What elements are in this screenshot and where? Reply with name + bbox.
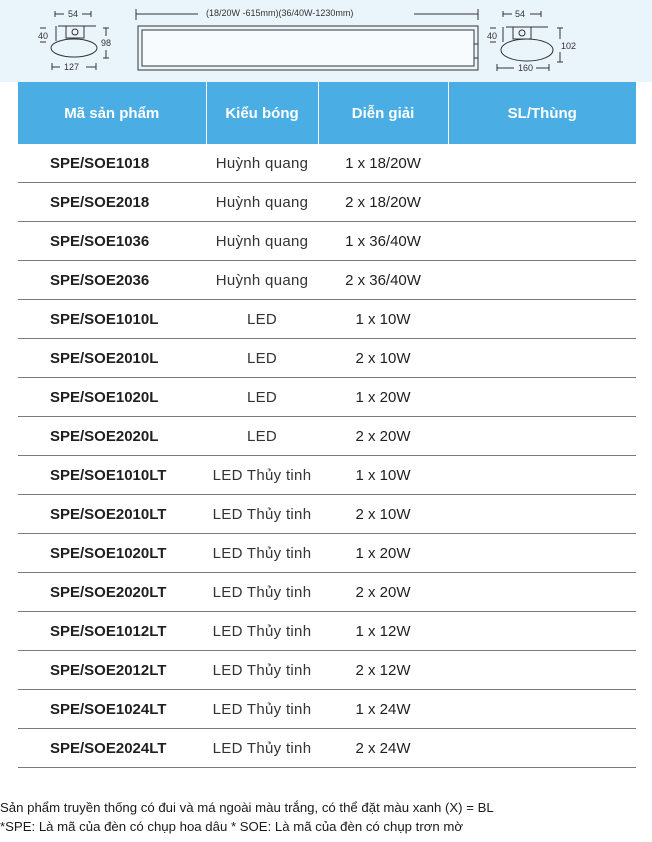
cell-description: 1 x 36/40W — [318, 222, 448, 261]
cell-product-code: SPE/SOE2024LT — [18, 729, 206, 768]
left-depth-label: 127 — [64, 62, 80, 72]
header-product-code: Mã sản phẩm — [18, 82, 206, 144]
cell-description: 2 x 36/40W — [318, 261, 448, 300]
cell-qty-per-box — [448, 417, 636, 456]
table-row — [18, 300, 636, 339]
table-row — [18, 339, 636, 378]
table-body — [18, 144, 636, 768]
cell-product-code: SPE/SOE1010LT — [18, 456, 206, 495]
cell-product-code: SPE/SOE1020L — [18, 378, 206, 417]
left-height-small-label: 40 — [38, 31, 49, 41]
cell-product-code: SPE/SOE1012LT — [18, 612, 206, 651]
note-line-2: *SPE: Là mã của đèn có chụp hoa dâu * SOE: Là mã của đèn có chụp trơn mờ — [0, 819, 464, 834]
table-header — [18, 82, 636, 144]
right-height-label: 102 — [561, 41, 577, 51]
cell-lamp-type: LED Thủy tinh — [206, 534, 318, 573]
cell-qty-per-box — [448, 339, 636, 378]
cell-product-code: SPE/SOE2020L — [18, 417, 206, 456]
cell-description: 1 x 20W — [318, 378, 448, 417]
table-row — [18, 456, 636, 495]
cell-qty-per-box — [448, 300, 636, 339]
cell-lamp-type: LED Thủy tinh — [206, 729, 318, 768]
right-depth-label: 160 — [518, 63, 534, 73]
cell-product-code: SPE/SOE1036 — [18, 222, 206, 261]
cell-qty-per-box — [448, 183, 636, 222]
cell-description: 2 x 12W — [318, 651, 448, 690]
cell-qty-per-box — [448, 573, 636, 612]
cell-lamp-type: Huỳnh quang — [206, 144, 318, 183]
cell-product-code: SPE/SOE2012LT — [18, 651, 206, 690]
cell-lamp-type: Huỳnh quang — [206, 183, 318, 222]
cell-lamp-type: LED — [206, 300, 318, 339]
cell-product-code: SPE/SOE1018 — [18, 144, 206, 183]
dimension-diagram — [0, 0, 652, 82]
table-row — [18, 144, 636, 183]
cell-description: 1 x 20W — [318, 534, 448, 573]
cell-qty-per-box — [448, 261, 636, 300]
cell-lamp-type: LED Thủy tinh — [206, 651, 318, 690]
cell-lamp-type: Huỳnh quang — [206, 261, 318, 300]
right-height-small-label: 40 — [487, 31, 498, 41]
cell-qty-per-box — [448, 729, 636, 768]
cell-lamp-type: LED Thủy tinh — [206, 612, 318, 651]
cell-product-code: SPE/SOE2010L — [18, 339, 206, 378]
cell-description: 1 x 24W — [318, 690, 448, 729]
cell-lamp-type: LED — [206, 417, 318, 456]
table-row — [18, 651, 636, 690]
footnotes — [0, 798, 652, 836]
cell-description: 2 x 20W — [318, 417, 448, 456]
left-width-label: 54 — [68, 9, 79, 19]
cell-qty-per-box — [448, 378, 636, 417]
cell-description: 2 x 20W — [318, 573, 448, 612]
fixture-body-drawing — [136, 9, 478, 70]
cell-qty-per-box — [448, 495, 636, 534]
header-lamp-type: Kiểu bóng — [206, 82, 318, 144]
length-label: (18/20W -615mm)(36/40W-1230mm) — [206, 8, 354, 18]
cell-qty-per-box — [448, 612, 636, 651]
table-row — [18, 222, 636, 261]
table-row — [18, 378, 636, 417]
cell-description: 1 x 18/20W — [318, 144, 448, 183]
header-qty-per-box: SL/Thùng — [448, 82, 636, 144]
header-description: Diễn giải — [318, 82, 448, 144]
cell-qty-per-box — [448, 456, 636, 495]
product-table-container — [18, 82, 636, 768]
product-table — [18, 82, 636, 768]
table-row — [18, 690, 636, 729]
note-line-1: Sản phẩm truyền thống có đui và má ngoài màu trắng, có thể đặt màu xanh (X) = BL — [0, 800, 494, 815]
cell-product-code: SPE/SOE1020LT — [18, 534, 206, 573]
cell-lamp-type: Huỳnh quang — [206, 222, 318, 261]
cell-product-code: SPE/SOE2018 — [18, 183, 206, 222]
cell-lamp-type: LED Thủy tinh — [206, 690, 318, 729]
cell-product-code: SPE/SOE1024LT — [18, 690, 206, 729]
right-endcap-drawing — [490, 11, 563, 71]
right-width-label: 54 — [515, 9, 526, 19]
table-row — [18, 534, 636, 573]
cell-product-code: SPE/SOE2010LT — [18, 495, 206, 534]
cell-lamp-type: LED — [206, 378, 318, 417]
cell-description: 1 x 10W — [318, 456, 448, 495]
cell-lamp-type: LED Thủy tinh — [206, 456, 318, 495]
cell-product-code: SPE/SOE2020LT — [18, 573, 206, 612]
cell-description: 2 x 18/20W — [318, 183, 448, 222]
cell-qty-per-box — [448, 222, 636, 261]
left-height-label: 98 — [101, 38, 112, 48]
cell-lamp-type: LED Thủy tinh — [206, 573, 318, 612]
cell-qty-per-box — [448, 651, 636, 690]
cell-product-code: SPE/SOE1010L — [18, 300, 206, 339]
cell-description: 2 x 10W — [318, 495, 448, 534]
table-row — [18, 417, 636, 456]
table-row — [18, 261, 636, 300]
cell-qty-per-box — [448, 534, 636, 573]
technical-drawing — [0, 0, 652, 82]
cell-qty-per-box — [448, 690, 636, 729]
cell-lamp-type: LED — [206, 339, 318, 378]
cell-description: 1 x 12W — [318, 612, 448, 651]
cell-lamp-type: LED Thủy tinh — [206, 495, 318, 534]
cell-description: 2 x 10W — [318, 339, 448, 378]
table-row — [18, 495, 636, 534]
table-row — [18, 729, 636, 768]
cell-description: 1 x 10W — [318, 300, 448, 339]
cell-qty-per-box — [448, 144, 636, 183]
table-row — [18, 612, 636, 651]
cell-product-code: SPE/SOE2036 — [18, 261, 206, 300]
table-row — [18, 573, 636, 612]
table-row — [18, 183, 636, 222]
cell-description: 2 x 24W — [318, 729, 448, 768]
